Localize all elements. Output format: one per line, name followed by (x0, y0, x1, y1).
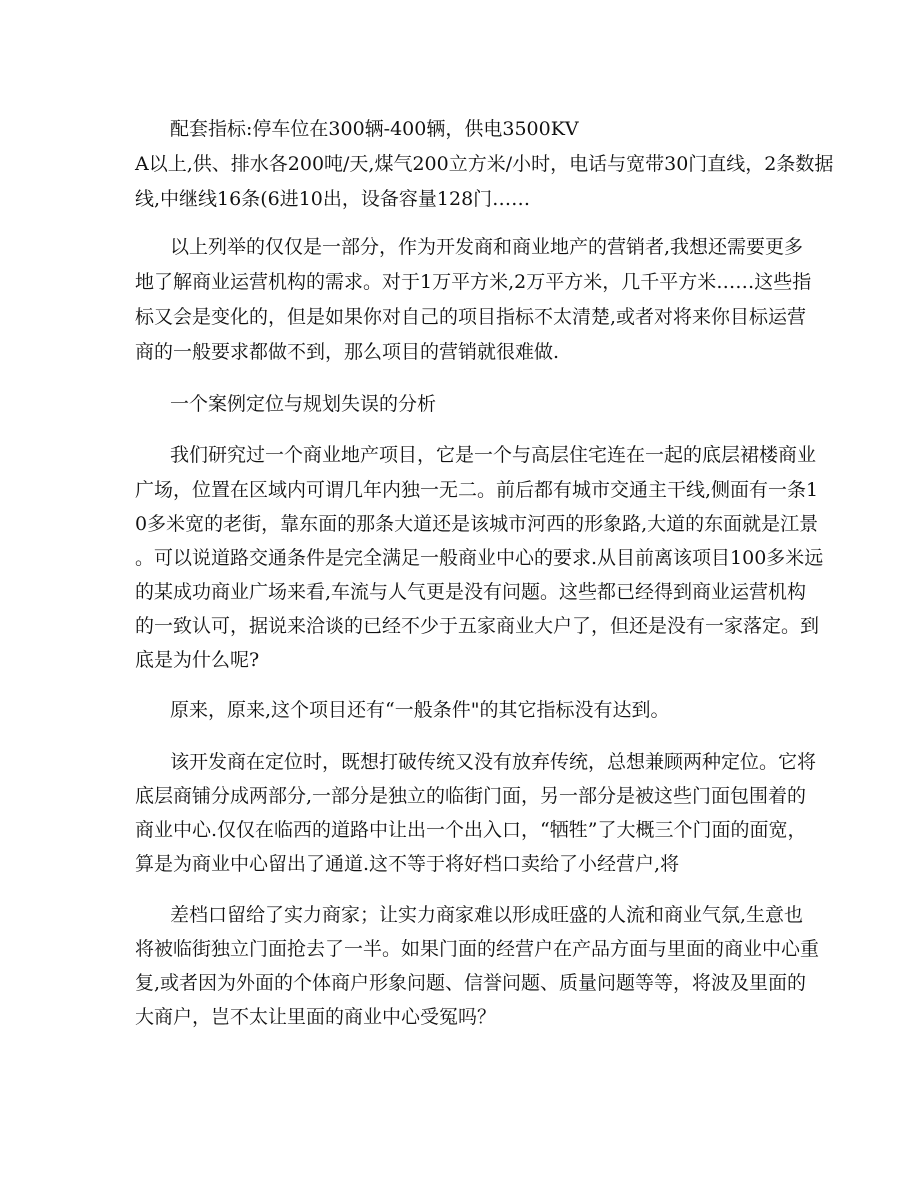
paragraph-line: 我们研究过一个商业地产项目，它是一个与高层住宅连在一起的底层裙楼商业 (170, 444, 817, 466)
paragraph-line: 复,或者因为外面的个体商户形象问题、信誉问题、质量问题等等，将波及里面的 (135, 972, 807, 994)
paragraph-line: 以上列举的仅仅是一部分，作为开发商和商业地产的营销者,我想还需要更多 (170, 236, 804, 258)
section-heading: 一个案例定位与规划失误的分析 (170, 393, 437, 415)
paragraph-line: 配套指标:停车位在300辆-400辆，供电3500KV (170, 118, 579, 140)
paragraph-line: 商的一般要求都做不到，那么项目的营销就很难做. (135, 341, 560, 363)
paragraph-line: 。可以说道路交通条件是完全满足一般商业中心的要求.从目前离该项目100多米远 (135, 547, 824, 569)
paragraph-line: 0多米宽的老街，靠东面的那条大道还是该城市河西的形象路,大道的东面就是江景 (135, 513, 819, 535)
paragraph-line: 该开发商在定位时，既想打破传统又没有放弃传统，总想兼顾两种定位。它将 (170, 751, 817, 773)
paragraph-line: 线,中继线16条(6进10出，设备容量128门…… (135, 188, 531, 210)
paragraph-line: 算是为商业中心留出了通道.这不等于将好档口卖给了小经营户,将 (135, 853, 680, 875)
paragraph-line: 广场，位置在区域内可谓几年内独一无二。前后都有城市交通主干线,侧面有一条1 (135, 479, 819, 501)
paragraph-line: 标又会是变化的，但是如果你对自己的项目指标不太清楚,或者对将来你目标运营 (135, 306, 807, 328)
paragraph-line: 底层商铺分成两部分,一部分是独立的临街门面，另一部分是被这些门面包围着的 (135, 785, 807, 807)
paragraph-line: 的某成功商业广场来看,车流与人气更是没有问题。这些都已经得到商业运营机构 (135, 581, 807, 603)
paragraph-line: 差档口留给了实力商家；让实力商家难以形成旺盛的人流和商业气氛,生意也 (170, 904, 804, 926)
paragraph-line: 底是为什么呢? (135, 649, 260, 671)
paragraph-line: 大商户，岂不太让里面的商业中心受冤吗？ (135, 1006, 497, 1028)
paragraph-line: 商业中心.仅仅在临西的道路中让出一个出入口，“牺牲”了大概三个门面的面宽， (135, 819, 807, 841)
paragraph-line: A以上,供、排水各200吨/天,煤气200立方米/小时，电话与宽带30门直线，2条数据 (135, 153, 834, 175)
paragraph-line: 原来，原来,这个项目还有“一般条件"的其它指标没有达到。 (170, 699, 670, 721)
paragraph-line: 将被临街独立门面抢去了一半。如果门面的经营户在产品方面与里面的商业中心重 (135, 938, 820, 960)
paragraph-line: 地了解商业运营机构的需求。对于1万平方米,2万平方米，几千平方米……这些指 (135, 271, 812, 293)
paragraph-line: 的一致认可，据说来洽谈的已经不少于五家商业大户了，但还是没有一家落定。到 (135, 615, 820, 637)
